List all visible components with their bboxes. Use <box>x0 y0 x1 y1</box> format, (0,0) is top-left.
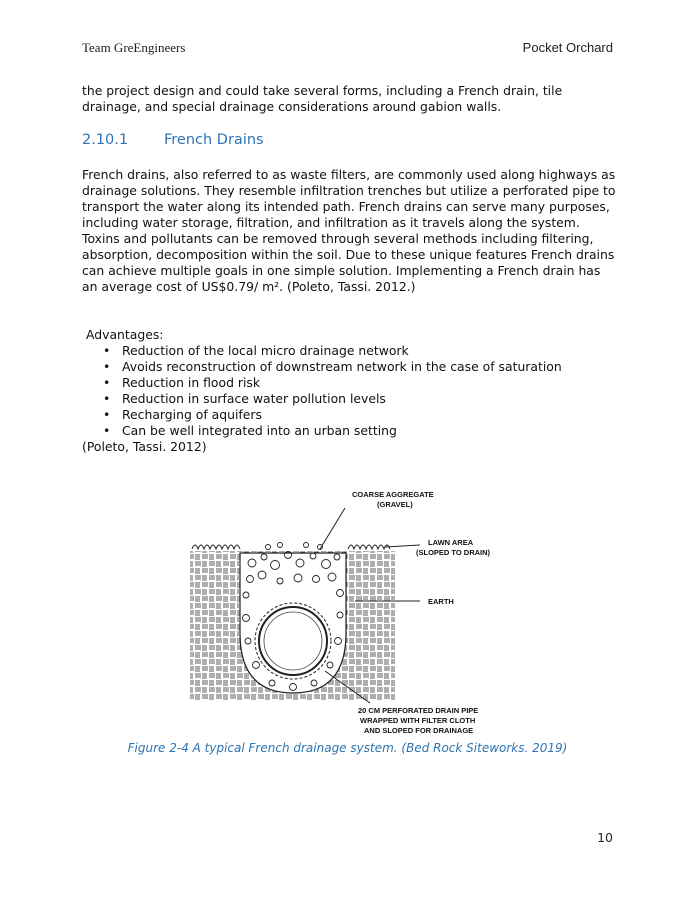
list-item <box>100 343 562 359</box>
lawn-leader <box>385 545 420 547</box>
bullet-icon: • <box>103 359 111 374</box>
pipe-inner <box>264 612 322 670</box>
list-item-text: Reduction in surface water pollution levels <box>122 391 386 406</box>
page-number: 10 <box>597 830 613 845</box>
section-number: 2.10.1 <box>82 132 129 148</box>
label-filter-cloth: WRAPPED WITH FILTER CLOTH <box>360 716 476 725</box>
list-item <box>100 375 562 391</box>
list-item-text: Reduction in flood risk <box>122 375 261 390</box>
advantages-citation: (Poleto, Tassi. 2012) <box>82 439 207 454</box>
list-item-text: Can be well integrated into an urban setting <box>122 423 397 438</box>
header-team-name: Team GreEngineers <box>82 40 186 55</box>
list-item <box>100 359 562 375</box>
list-item <box>100 423 562 439</box>
intro-paragraph: the project design and could take several forms, including a French drain, tile drainage, and special drainage considerations around gabion walls. <box>82 83 563 114</box>
list-item-text: Avoids reconstruction of downstream network in the case of saturation <box>122 359 562 374</box>
bullet-icon: • <box>103 407 111 422</box>
section-title: French Drains <box>164 132 264 148</box>
advantages-label: Advantages: <box>86 327 164 342</box>
label-lawn-sloped: (SLOPED TO DRAIN) <box>416 548 491 557</box>
lawn-surface <box>192 545 390 549</box>
list-item-text: Reduction of the local micro drainage network <box>122 343 409 358</box>
label-lawn: LAWN AREA <box>428 538 474 547</box>
header-project-name: Pocket Orchard <box>522 40 613 55</box>
french-drain-diagram <box>180 483 510 738</box>
label-pipe: 20 CM PERFORATED DRAIN PIPE <box>358 706 479 715</box>
advantages-list <box>100 343 562 439</box>
label-sloped-drainage: AND SLOPED FOR DRAINAGE <box>364 726 474 735</box>
label-gravel: (GRAVEL) <box>377 500 413 509</box>
aggregate-leader <box>320 508 345 549</box>
list-item <box>100 407 562 423</box>
figure-caption: Figure 2-4 A typical French drainage system. (Bed Rock Siteworks. 2019) <box>127 741 568 755</box>
list-item-text: Recharging of aquifers <box>122 407 262 422</box>
section-heading <box>82 132 264 148</box>
bullet-icon: • <box>103 375 111 390</box>
label-aggregate: COARSE AGGREGATE <box>352 490 434 499</box>
label-earth: EARTH <box>428 597 454 606</box>
list-item <box>100 391 562 407</box>
bullet-icon: • <box>103 391 111 406</box>
bullet-icon: • <box>103 423 111 438</box>
french-drains-paragraph: French drains, also referred to as waste filters, are commonly used along highways as drainage solutions. They resemble infiltration trenches but utilize a perforated pipe to transport the water along its intended path. French drains can serve many purposes, including water storage, filtration, and infiltration as it travels along the system. Toxins and pollutants can be removed through several methods including filtering, absorption, decomposition within the soil. Due to these unique features French drains can achieve multiple goals in one simple solution. Implementing a French drain has an average cost of US$0.79/ m². (Poleto, Tassi. 2012.) <box>82 167 616 294</box>
bullet-icon: • <box>103 343 111 358</box>
